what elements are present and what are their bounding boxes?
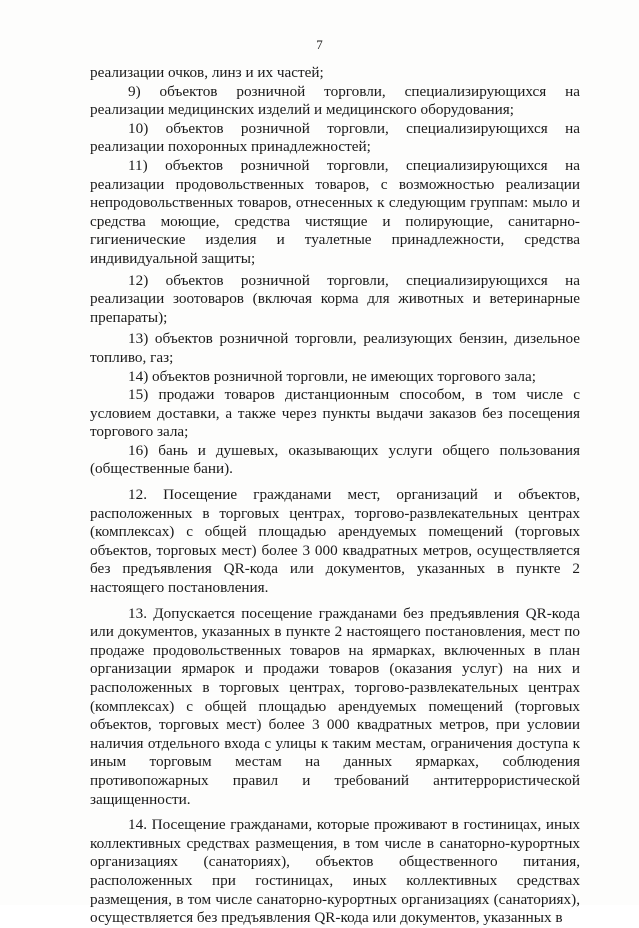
list-item-14: 14) объектов розничной торговли, не имеющих торгового зала;: [128, 367, 536, 385]
list-item-9: 9) объектов розничной торговли, специализирующихся на реализации медицинских изделий и медицинского оборудования;: [90, 82, 580, 119]
document-body: [90, 64, 580, 928]
clause-13: 13. Допускается посещение гражданами без предъявления QR-кода или документов, указанных в пункте 2 настоящего постановления, мест по продаже продовольственных товаров на ярмарках, включенных в план организации ярмарок и продажи товаров (оказания услуг) на них и расположенных в торговых центрах, торгово-развлекательных центрах (комплексах) с общей площадью арендуемых помещений (торговых объектов, торговых мест) более 3 000 квадратных метров, при условии наличия отдельного входа с улицы к таким местам, ограничения доступа к иным торговым местам на данных ярмарках, соблюдения противопожарных правил и требований антитеррористической защищенности.: [90, 604, 580, 808]
list-item-12: 12) объектов розничной торговли, специализирующихся на реализации зоотоваров (включая корма для животных и ветеринарные препараты);: [90, 271, 580, 326]
page-number: 7: [316, 37, 323, 52]
list-item-15: 15) продажи товаров дистанционным способом, в том числе с условием доставки, а также через пункты выдачи заказов без посещения торгового зала;: [90, 386, 580, 441]
clause-14: 14. Посещение гражданами, которые проживают в гостиницах, иных коллективных средствах размещения, в том числе в санаторно-курортных организациях (санаториях), объектов общественного питания, расположенных при гостиницах, иных коллективных средствах размещения, в том числе санаторно-курортных организациях (санаториях), осуществляется без предъявления QR-кода или документов, указанных в: [90, 816, 580, 927]
paragraph-continuation: реализации очков, линз и их частей;: [90, 64, 324, 81]
list-item-13: 13) объектов розничной торговли, реализующих бензин, дизельное топливо, газ;: [90, 330, 580, 366]
list-item-16: 16) бань и душевых, оказывающих услуги общего пользования (общественные бани).: [90, 441, 580, 478]
clause-12: 12. Посещение гражданами мест, организаций и объектов, расположенных в торговых центрах, торгово-развлекательных центрах (комплексах) с общей площадью арендуемых помещений (торговых объектов, торговых мест) более 3 000 квадратных метров, осуществляется без предъявления QR-кода или документов, указанных в пункте 2 настоящего постановления.: [90, 486, 580, 597]
list-item-10: 10) объектов розничной торговли, специализирующихся на реализации похоронных принадлежностей;: [90, 119, 580, 156]
list-item-11: 11) объектов розничной торговли, специализирующихся на реализации продовольственных товаров, с возможностью реализации непродовольственных товаров, отнесенных к следующим группам: мыло и средства моющие, средства чистящие и полирующие, санитарно-гигиенические изделия и туалетные принадлежности, средства индивидуальной защиты;: [90, 156, 580, 267]
